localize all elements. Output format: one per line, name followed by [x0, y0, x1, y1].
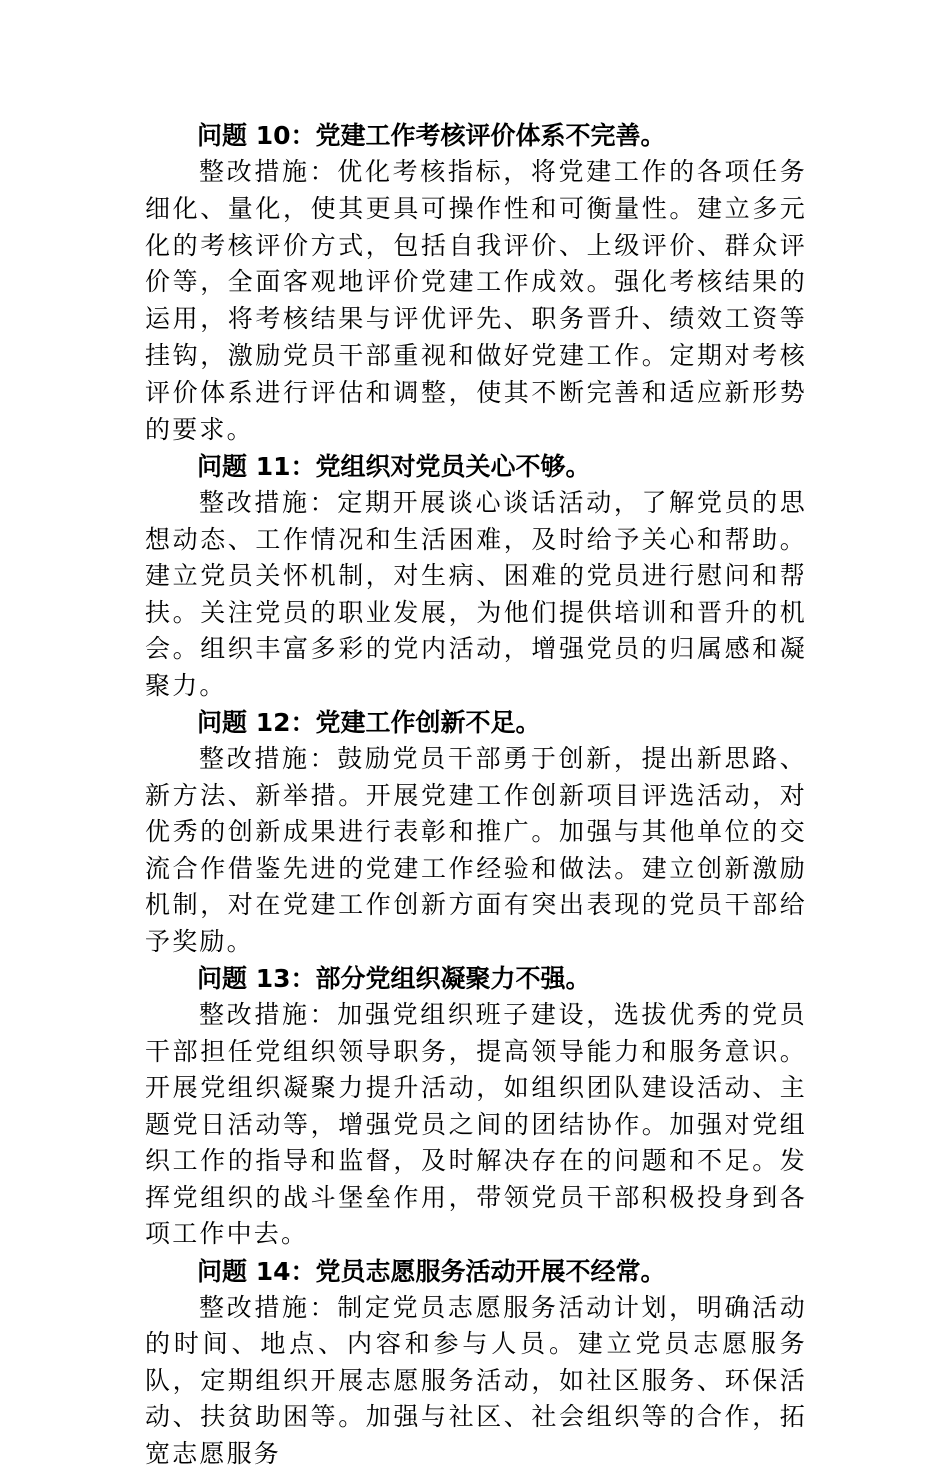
- section-heading-11: 问题 11：党组织对党员关心不够。: [197, 452, 591, 482]
- section-body-13: 整改措施：加强党组织班子建设，选拔优秀的党员干部担任党组织领导职务，提高领导能力和服务意识。开展党组织凝聚力提升活动，如组织团队建设活动、主题党日活动等，增强党员之间的团结协作。加强对党组织工作的指导和监督，及时解决存在的问题和不足。发挥党组织的战斗堡垒作用，带领党员干部积极投身到各项工作中去。: [145, 1000, 807, 1249]
- section-heading-12: 问题 12：党建工作创新不足。: [197, 708, 541, 738]
- section-heading-14: 问题 14：党员志愿服务活动开展不经常。: [197, 1256, 666, 1286]
- section-heading-10: 问题 10：党建工作考核评价体系不完善。: [197, 121, 666, 150]
- section-heading-13: 问题 13：部分党组织凝聚力不强。: [197, 964, 591, 994]
- section-body-11: 整改措施：定期开展谈心谈话活动，了解党员的思想动态、工作情况和生活困难，及时给予关心和帮助。建立党员关怀机制，对生病、困难的党员进行慰问和帮扶。关注党员的职业发展，为他们提供培训和晋升的机会。组织丰富多彩的党内活动，增强党员的归属感和凝聚力。: [145, 488, 807, 700]
- section-body-14: 整改措施：制定党员志愿服务活动计划，明确活动的时间、地点、内容和参与人员。建立党员志愿服务队，定期组织开展志愿服务活动，如社区服务、环保活动、扶贫助困等。加强与社区、社会组织等的合作，拓宽志愿服务: [145, 1292, 807, 1468]
- document-content: [145, 117, 807, 1472]
- section-body-12: 整改措施：鼓励党员干部勇于创新，提出新思路、新方法、新举措。开展党建工作创新项目评选活动，对优秀的创新成果进行表彰和推广。加强与其他单位的交流合作借鉴先进的党建工作经验和做法。建立创新激励机制，对在党建工作创新方面有突出表现的党员干部给予奖励。: [145, 744, 807, 956]
- section-body-10: 整改措施：优化考核指标，将党建工作的各项任务细化、量化，使其更具可操作性和可衡量性。建立多元化的考核评价方式，包括自我评价、上级评价、群众评价等，全面客观地评价党建工作成效。强化考核结果的运用，将考核结果与评优评先、职务晋升、绩效工资等挂钩，激励党员干部重视和做好党建工作。定期对考核评价体系进行评估和调整，使其不断完善和适应新形势的要求。: [145, 157, 807, 444]
